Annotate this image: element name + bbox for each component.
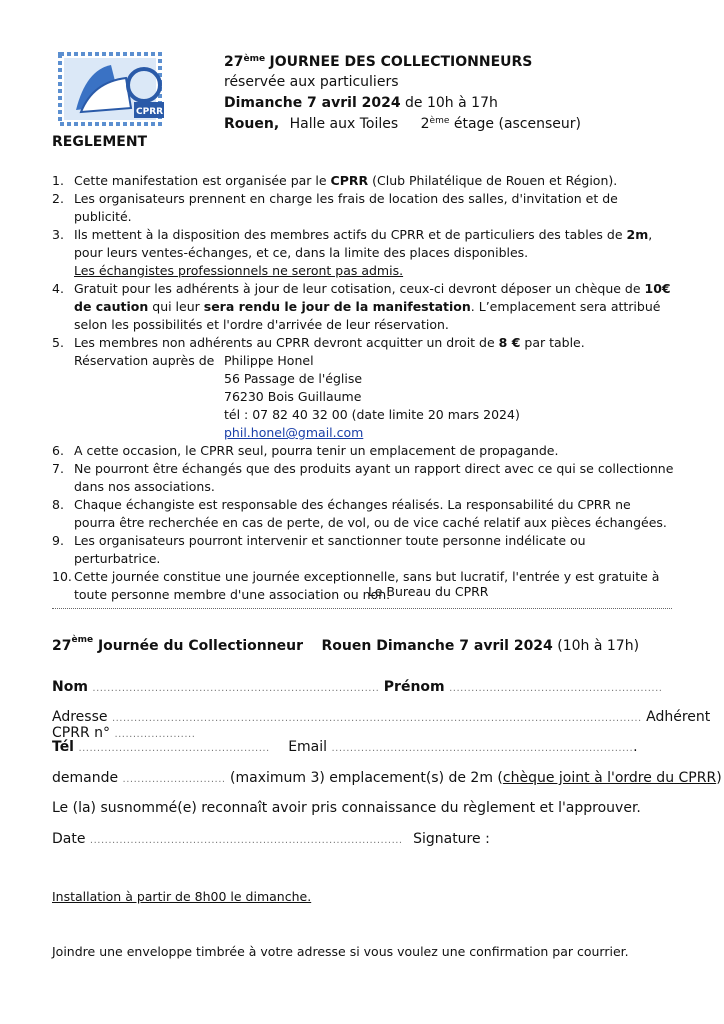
adresse-label: Adresse [52, 709, 108, 725]
email-field[interactable]: .................................................................................. [331, 743, 634, 754]
event-venue: Halle aux Toiles [289, 116, 399, 132]
cprr-logo [56, 50, 176, 130]
contact-phone: tél : 07 82 40 32 00 (date limite 20 mars 2024) [224, 407, 520, 422]
event-title: JOURNEE DES COLLECTIONNEURS [269, 54, 533, 70]
demande-field[interactable]: ............................ [122, 774, 226, 785]
form-row-date [52, 831, 490, 847]
reservation-contact: Réservation auprès de Philippe Honel 56 Passage de l'église 76230 Bois Guillaume tél : 07 82 40 32 00 (date limite 20 mars 2024) phil.honel@gmail.com [74, 353, 520, 440]
nom-field[interactable]: .............................................................................. [92, 683, 380, 694]
cheque-note: chèque joint à l'ordre du CPRR [502, 770, 717, 786]
title-ordinal: 27 [224, 54, 244, 70]
date-label: Date [52, 831, 86, 847]
form-heading: 27ème Journée du Collectionneur Rouen Dimanche 7 avril 2024 (10h à 17h) [52, 635, 640, 654]
adherent-label: Adhérent CPRR n° [52, 709, 711, 741]
prenom-field[interactable]: .......................................................... [449, 683, 663, 694]
install-note: Installation à partir de 8h00 le dimanche. [52, 889, 312, 904]
event-subtitle: réservée aux particuliers [224, 74, 399, 90]
rule-item: 9. Les organisateurs pourront intervenir et sanctionner toute personne indélicate ou perturbatrice. [52, 533, 586, 566]
demande-label: demande [52, 770, 119, 786]
email-label: Email [288, 739, 328, 755]
event-date-line [224, 94, 498, 113]
logo-text: CPRR [136, 107, 164, 117]
form-acknowledge: Le (la) susnommé(e) reconnaît avoir pris connaissance du règlement et l'approuver. [52, 800, 641, 816]
form-row-demande: demande ............................ (maximum 3) emplacement(s) de 2m (chèque joint à l'ordre du CPRR) [52, 770, 722, 786]
contact-email-link[interactable]: phil.honel@gmail.com [224, 425, 364, 440]
event-location-line [224, 115, 581, 134]
event-floor: 2ème étage (ascenseur) [420, 116, 581, 132]
rule-item: 3. Ils mettent à la disposition des membres actifs du CPRR et de particuliers des tables de 2m, pour leurs ventes-échanges, et ce, dans la limite des places disponibles. Les échangistes professionnels ne seront pas admis. [52, 227, 653, 278]
event-date: Dimanche 7 avril 2024 [224, 95, 401, 111]
form-row-name [52, 679, 662, 695]
rule-item: 6. A cette occasion, le CPRR seul, pourra tenir un emplacement de propagande. [52, 443, 559, 458]
adherent-number-field[interactable]: ...................... [114, 729, 196, 740]
title-ordinal-sup: ème [243, 54, 266, 64]
adresse-field[interactable]: ................................................................................................................................................ [111, 713, 642, 724]
section-title: REGLEMENT [52, 134, 148, 150]
rule-item: 4. Gratuit pour les adhérents à jour de leur cotisation, ceux-ci devront déposer un chèque de 10€ de caution qui leur sera rendu le jour de la manifestation. L’emplacement sera attribué selon les possibilités et l'ordre d'arrivée de leur réservation. [52, 281, 671, 332]
tel-label: Tél [52, 739, 74, 755]
pro-exclusion-note: Les échangistes professionnels ne seront pas admis. [74, 263, 404, 278]
tel-field[interactable]: .................................................... [78, 743, 270, 754]
rule-item: 1. Cette manifestation est organisée par le CPRR (Club Philatélique de Rouen et Région). [52, 173, 618, 188]
nom-label: Nom [52, 679, 88, 695]
envelope-note: Joindre une enveloppe timbrée à votre adresse si vous voulez une confirmation par courrier. [52, 944, 629, 959]
signature-label: Signature : [413, 831, 490, 847]
form-row-address [52, 709, 724, 741]
rules-list [52, 172, 674, 604]
rule-item: 2. Les organisateurs prennent en charge les frais de location des salles, d'invitation et de publicité. [52, 191, 618, 224]
contact-town: 76230 Bois Guillaume [224, 389, 362, 404]
cut-line [52, 608, 672, 609]
event-time: de 10h à 17h [405, 95, 498, 111]
rule-item: 8. Chaque échangiste est responsable des échanges réalisés. La responsabilité du CPRR ne pourra être recherchée en cas de perte, de vol, ou de vice caché relatif aux pièces échangées. [52, 497, 667, 530]
header-title-line [224, 53, 532, 72]
contact-name: Philippe Honel [224, 353, 314, 368]
rule-item: 7. Ne pourront être échangés que des produits ayant un rapport direct avec ce qui se collectionne dans nos associations. [52, 461, 674, 494]
rule-item: 5. Les membres non adhérents au CPRR devront acquitter un droit de 8 € par table. Réservation auprès de Philippe Honel 56 Passage de l'église 76230 Bois Guillaume tél : 07 82 40 32 00 (date limite 20 mars 2024) phil.honel@gmail.com [52, 334, 674, 442]
form-row-contact: Tél .................................................... Email ................................................................................... [52, 739, 638, 755]
signoff: Le Bureau du CPRR [368, 584, 489, 599]
date-field[interactable]: ..................................................................................... [89, 835, 403, 846]
event-city: Rouen, [224, 116, 280, 132]
contact-street: 56 Passage de l'église [224, 371, 363, 386]
rule-item: 10. Cette journée constitue une journée exceptionnelle, sans but lucratif, l'entrée y est gratuite à toute personne membre d'une association ou non. [52, 569, 660, 602]
prenom-label: Prénom [383, 679, 445, 695]
